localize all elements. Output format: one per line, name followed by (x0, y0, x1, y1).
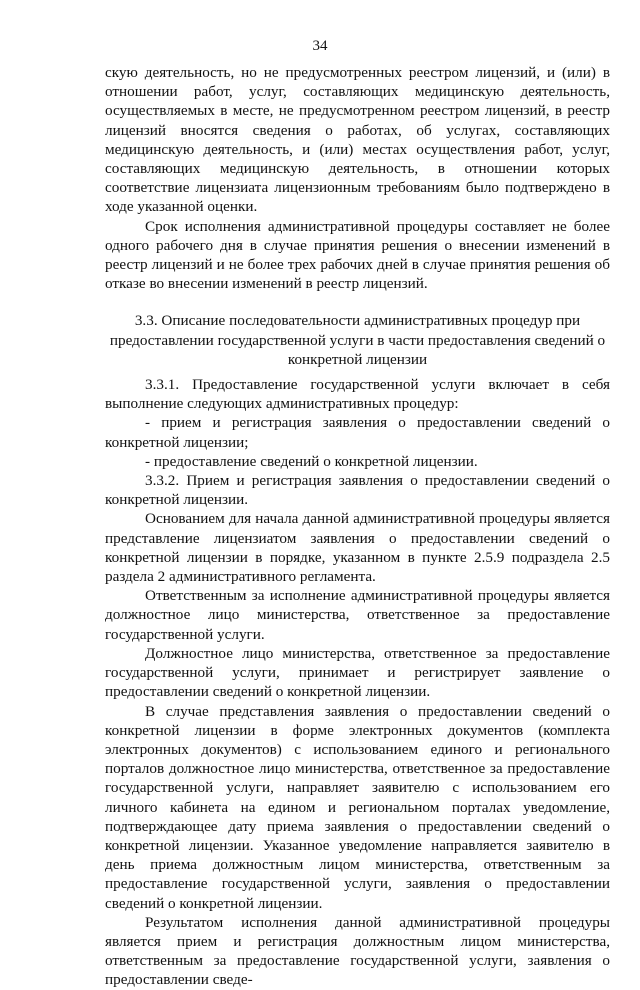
list-item-reception: - прием и регистрация заявления о предоставлении сведений о конкретной лицензии; (105, 414, 610, 451)
paragraph-continuation: скую деятельность, но не предусмотренных реестром лицензий, и (или) в отношении работ, услуг, составляющих медицинскую деятельность, осуществляемых в месте, не предусмотренном реестром лицензий, в реестр лицензий вносятся сведения о работах, об услугах, составляющих медицинскую деятельность, и (или) местах осуществления работ, услуг, составляющих медицинскую деятельность, в отношении которых соответствие лицензиата лицензионным требованиям было подтверждено в ходе указанной оценки. (105, 64, 610, 216)
paragraph-official: Должностное лицо министерства, ответственное за предоставление государственной услуги, принимает и регистрирует заявление о предоставлении сведений о конкретной лицензии. (105, 644, 610, 701)
section-heading: 3.3. Описание последовательности административных процедур при предоставлении государственной услуги в части предоставления сведений о конкретной лицензии (109, 312, 606, 368)
page-number: 34 (312, 38, 328, 54)
list-item-provision: - предоставление сведений о конкретной лицензии. (145, 452, 478, 470)
document-body (105, 63, 610, 990)
paragraph-electronic: В случае представления заявления о предоставлении сведений о конкретной лицензии в форме электронных документов (комплекта электронных документов) с использованием единого и регионального порталов должностное лицо министерства, ответственное за предоставление государственной услуги, направляет заявителю с использованием его личного кабинета на едином и региональном порталах уведомление, подтверждающее дату приема заявления о предоставлении сведений о конкретной лицензии. Указанное уведомление направляется заявителю в день приема должностным лицом министерства, ответственным за предоставление государственной услуги, заявления о предоставлении сведений о конкретной лицензии. (105, 702, 610, 912)
paragraph-3-3-1: 3.3.1. Предоставление государственной услуги включает в себя выполнение следующих административных процедур: (105, 376, 610, 413)
paragraph-result: Результатом исполнения данной административной процедуры является прием и регистрация должностным лицом министерства, ответственным за предоставление государственной услуги, заявления о предоставлении сведе- (105, 913, 610, 989)
paragraph-deadline: Срок исполнения административной процедуры составляет не более одного рабочего дня в случае принятия решения о внесении изменений в реестр лицензий и не более трех рабочих дней в случае принятия решения об отказе во внесении изменений в реестр лицензий. (105, 217, 610, 293)
paragraph-3-3-2: 3.3.2. Прием и регистрация заявления о предоставлении сведений о конкретной лицензии. (105, 472, 610, 509)
paragraph-basis: Основанием для начала данной административной процедуры является представление лицензиатом заявления о предоставлении сведений о конкретной лицензии в порядке, указанном в пункте 2.5.9 подраздела 2.5 раздела 2 административного регламента. (105, 510, 610, 586)
paragraph-responsible: Ответственным за исполнение административной процедуры является должностное лицо министерства, ответственное за предоставление государственной услуги. (105, 587, 610, 643)
